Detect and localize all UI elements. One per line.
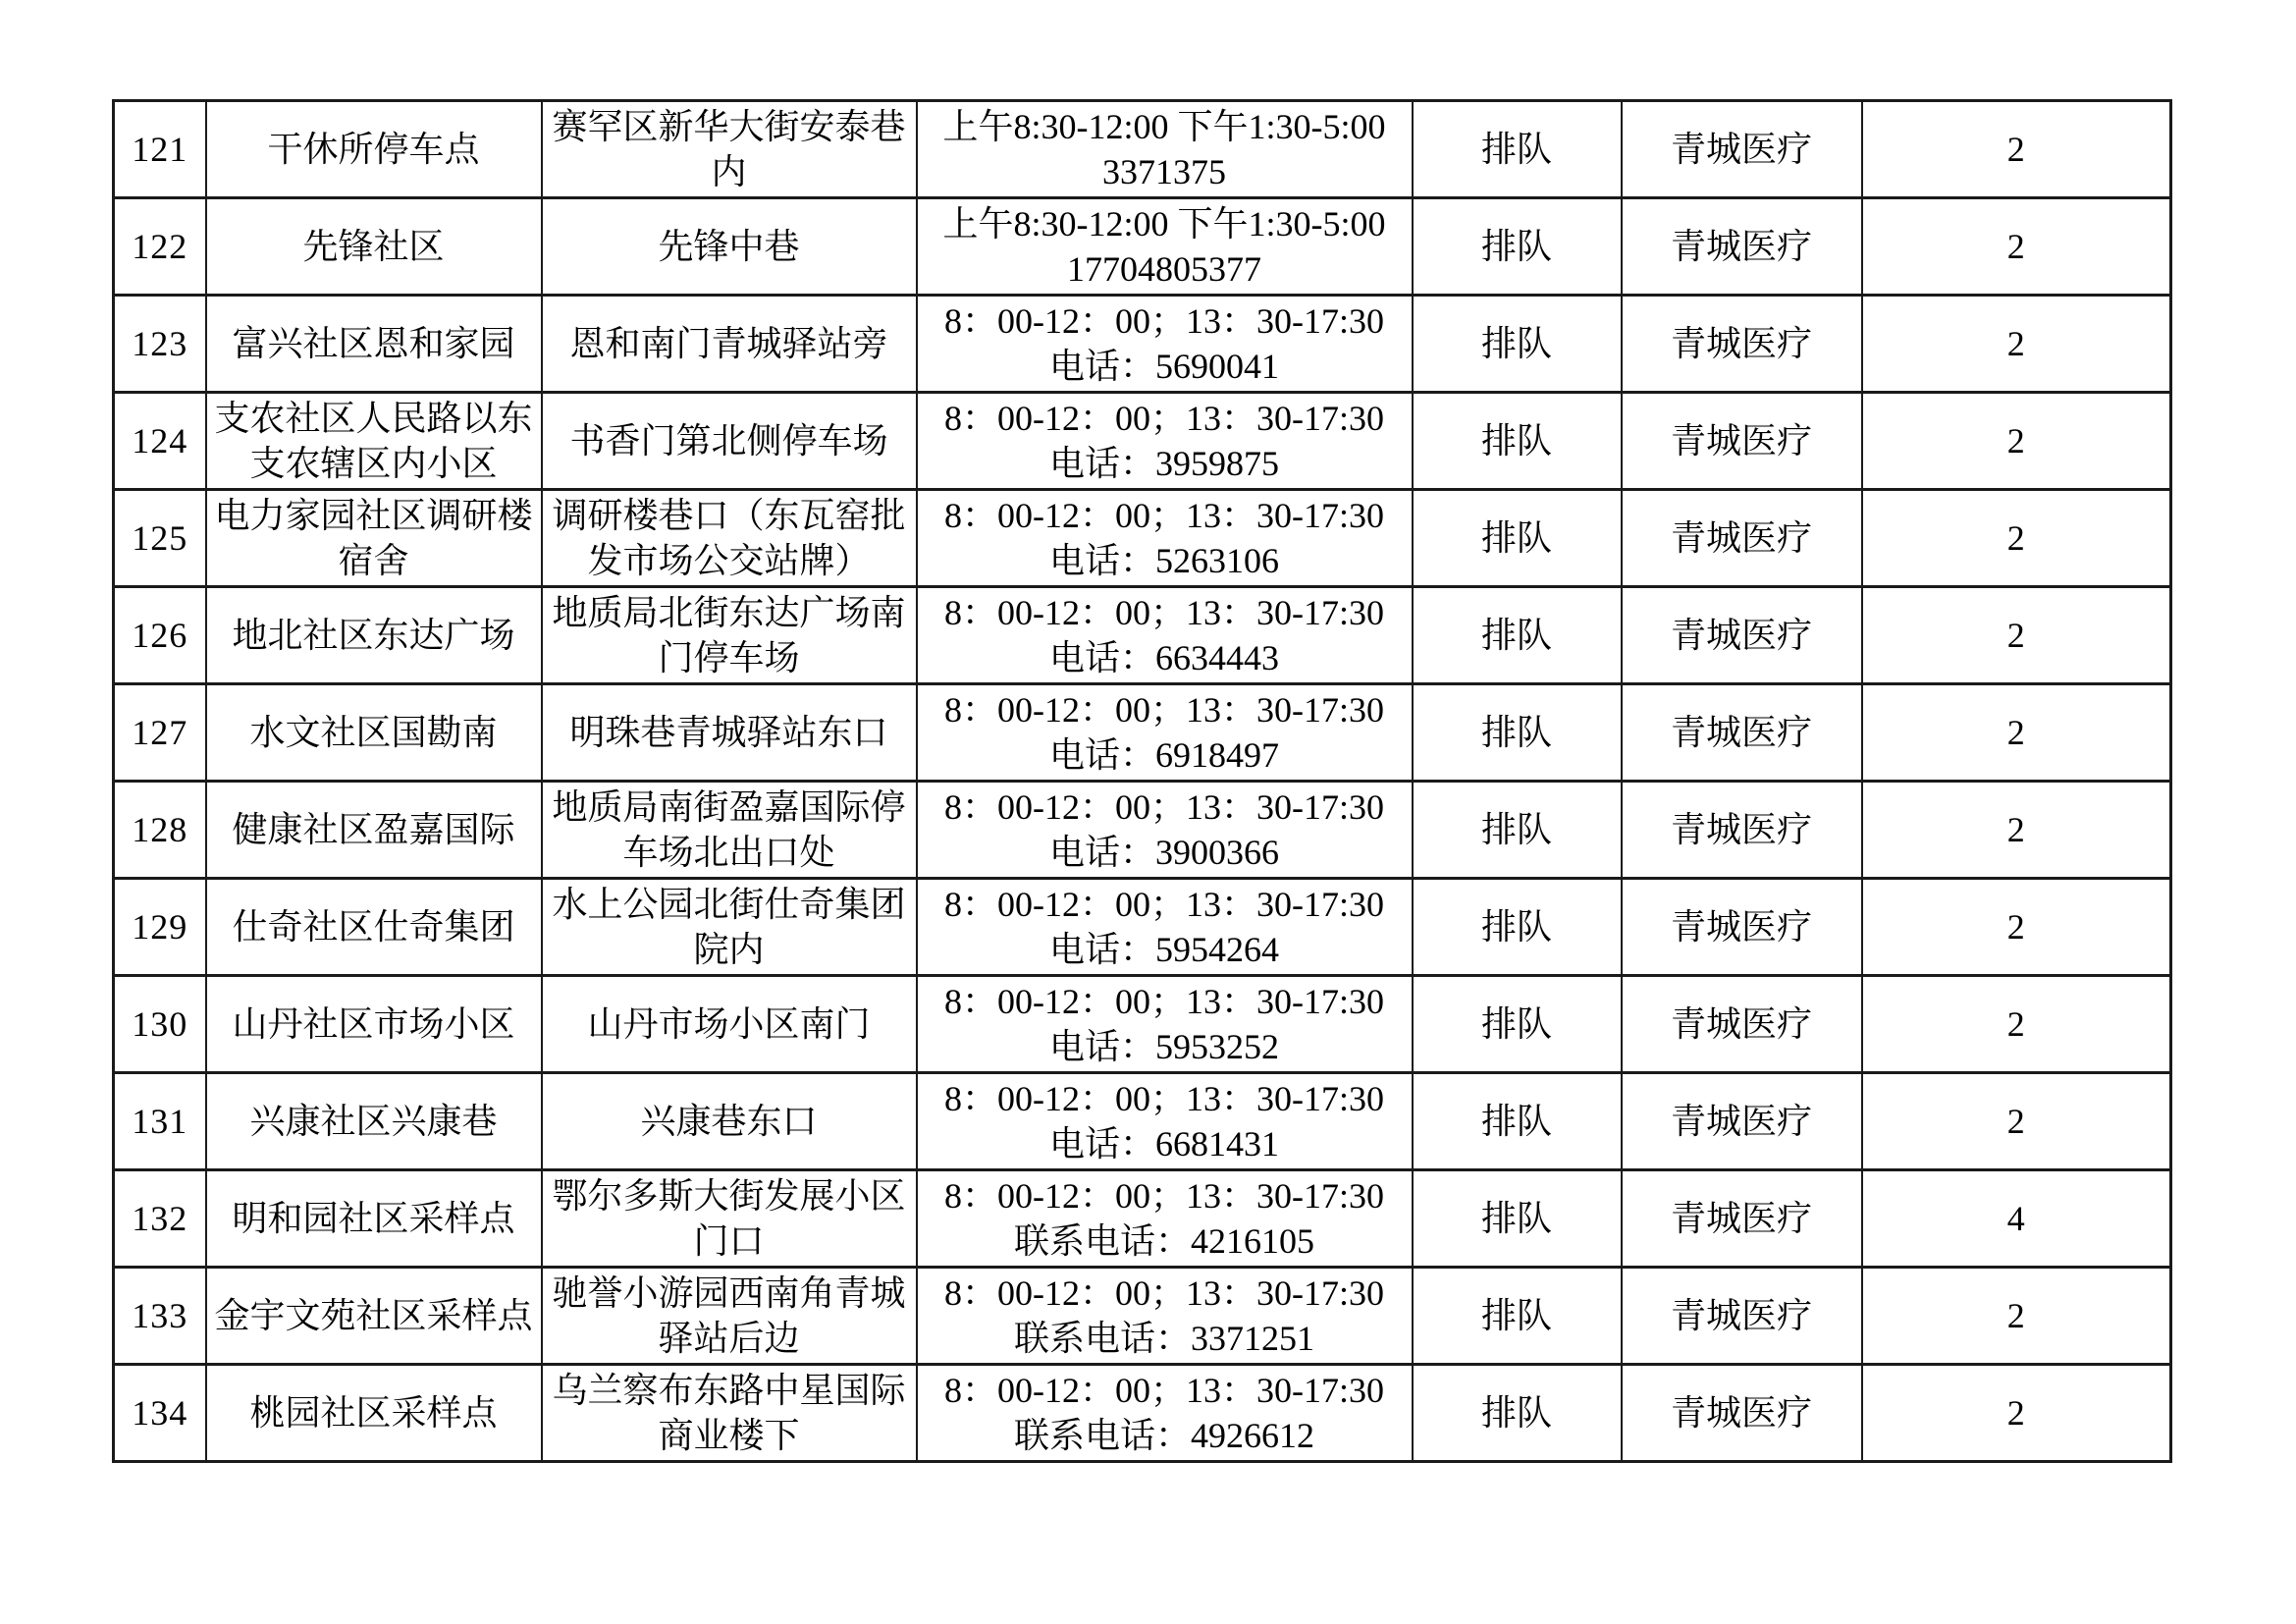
phone-text: 电话：6681431 (1048, 1124, 1279, 1164)
queue-mode-cell: 排队 (1413, 1073, 1622, 1170)
table-row (114, 101, 2171, 198)
table-row (114, 684, 2171, 782)
table-row (114, 1268, 2171, 1365)
site-name-cell: 兴康社区兴康巷 (206, 1073, 542, 1170)
row-number-cell: 126 (114, 587, 206, 684)
hours-phone-cell (917, 587, 1413, 684)
hours-text: 8：00-12：00；13：30-17:30 (944, 399, 1384, 438)
hours-text: 8：00-12：00；13：30-17:30 (944, 982, 1384, 1021)
hours-phone-cell (917, 393, 1413, 490)
staff-count-cell: 2 (1862, 782, 2171, 879)
queue-mode-cell: 排队 (1413, 490, 1622, 587)
site-address-cell: 水上公园北街仕奇集团院内 (542, 879, 917, 976)
table-row (114, 296, 2171, 393)
phone-text: 联系电话：4216105 (1013, 1221, 1314, 1261)
hours-text: 8：00-12：00；13：30-17:30 (944, 496, 1384, 535)
hours-phone-cell (917, 1365, 1413, 1462)
phone-text: 电话：5953252 (1048, 1027, 1279, 1066)
site-address-cell: 地质局北街东达广场南门停车场 (542, 587, 917, 684)
site-address-cell: 赛罕区新华大街安泰巷内 (542, 101, 917, 198)
row-number-cell: 129 (114, 879, 206, 976)
site-name-cell: 金宇文苑社区采样点 (206, 1268, 542, 1365)
queue-mode-cell: 排队 (1413, 393, 1622, 490)
agency-cell: 青城医疗 (1622, 490, 1862, 587)
staff-count-cell: 2 (1862, 101, 2171, 198)
hours-text: 8：00-12：00；13：30-17:30 (944, 593, 1384, 632)
phone-text: 联系电话：4926612 (1013, 1416, 1314, 1455)
staff-count-cell: 2 (1862, 587, 2171, 684)
staff-count-cell: 2 (1862, 198, 2171, 296)
agency-cell: 青城医疗 (1622, 1073, 1862, 1170)
site-address-cell: 山丹市场小区南门 (542, 976, 917, 1073)
table-row (114, 1073, 2171, 1170)
site-name-cell: 水文社区国勘南 (206, 684, 542, 782)
row-number-cell: 125 (114, 490, 206, 587)
queue-mode-cell: 排队 (1413, 587, 1622, 684)
hours-phone-cell (917, 101, 1413, 198)
site-address-cell: 先锋中巷 (542, 198, 917, 296)
site-address-cell: 恩和南门青城驿站旁 (542, 296, 917, 393)
hours-phone-cell (917, 490, 1413, 587)
table-row (114, 1365, 2171, 1462)
table-row (114, 198, 2171, 296)
hours-phone-cell (917, 976, 1413, 1073)
agency-cell: 青城医疗 (1622, 976, 1862, 1073)
agency-cell: 青城医疗 (1622, 1268, 1862, 1365)
row-number-cell: 122 (114, 198, 206, 296)
row-number-cell: 132 (114, 1170, 206, 1268)
staff-count-cell: 2 (1862, 1073, 2171, 1170)
site-address-cell: 乌兰察布东路中星国际商业楼下 (542, 1365, 917, 1462)
site-address-cell: 书香门第北侧停车场 (542, 393, 917, 490)
agency-cell: 青城医疗 (1622, 782, 1862, 879)
queue-mode-cell: 排队 (1413, 198, 1622, 296)
hours-phone-cell (917, 879, 1413, 976)
row-number-cell: 123 (114, 296, 206, 393)
table-row (114, 393, 2171, 490)
phone-text: 17704805377 (1067, 249, 1261, 289)
site-name-cell: 桃园社区采样点 (206, 1365, 542, 1462)
row-number-cell: 134 (114, 1365, 206, 1462)
phone-text: 电话：5690041 (1048, 347, 1279, 386)
agency-cell: 青城医疗 (1622, 101, 1862, 198)
table-row (114, 976, 2171, 1073)
agency-cell: 青城医疗 (1622, 1365, 1862, 1462)
row-number-cell: 133 (114, 1268, 206, 1365)
hours-text: 8：00-12：00；13：30-17:30 (944, 301, 1384, 341)
hours-phone-cell (917, 1170, 1413, 1268)
hours-text: 8：00-12：00；13：30-17:30 (944, 690, 1384, 730)
staff-count-cell: 2 (1862, 684, 2171, 782)
site-address-cell: 地质局南街盈嘉国际停车场北出口处 (542, 782, 917, 879)
site-name-cell: 先锋社区 (206, 198, 542, 296)
phone-text: 电话：3959875 (1048, 444, 1279, 483)
site-address-cell: 兴康巷东口 (542, 1073, 917, 1170)
staff-count-cell: 2 (1862, 879, 2171, 976)
phone-text: 3371375 (1102, 152, 1226, 191)
table-row (114, 587, 2171, 684)
hours-phone-cell (917, 684, 1413, 782)
queue-mode-cell: 排队 (1413, 101, 1622, 198)
site-name-cell: 支农社区人民路以东支农辖区内小区 (206, 393, 542, 490)
queue-mode-cell: 排队 (1413, 1170, 1622, 1268)
row-number-cell: 130 (114, 976, 206, 1073)
hours-text: 8：00-12：00；13：30-17:30 (944, 1371, 1384, 1410)
staff-count-cell: 2 (1862, 393, 2171, 490)
hours-phone-cell (917, 1073, 1413, 1170)
document-page (112, 99, 2169, 1456)
staff-count-cell: 4 (1862, 1170, 2171, 1268)
hours-phone-cell (917, 782, 1413, 879)
hours-text: 上午8:30-12:00 下午1:30-5:00 (942, 107, 1386, 146)
agency-cell: 青城医疗 (1622, 296, 1862, 393)
row-number-cell: 127 (114, 684, 206, 782)
sampling-sites-table (112, 99, 2172, 1463)
agency-cell: 青城医疗 (1622, 1170, 1862, 1268)
site-address-cell: 驰誉小游园西南角青城驿站后边 (542, 1268, 917, 1365)
phone-text: 电话：5954264 (1048, 930, 1279, 969)
hours-text: 8：00-12：00；13：30-17:30 (944, 1079, 1384, 1118)
site-name-cell: 山丹社区市场小区 (206, 976, 542, 1073)
site-name-cell: 地北社区东达广场 (206, 587, 542, 684)
row-number-cell: 124 (114, 393, 206, 490)
row-number-cell: 131 (114, 1073, 206, 1170)
table-row (114, 879, 2171, 976)
agency-cell: 青城医疗 (1622, 587, 1862, 684)
table-row (114, 490, 2171, 587)
table-row (114, 782, 2171, 879)
staff-count-cell: 2 (1862, 490, 2171, 587)
site-name-cell: 仕奇社区仕奇集团 (206, 879, 542, 976)
phone-text: 电话：5263106 (1048, 541, 1279, 580)
site-address-cell: 调研楼巷口（东瓦窑批发市场公交站牌） (542, 490, 917, 587)
hours-text: 8：00-12：00；13：30-17:30 (944, 885, 1384, 924)
agency-cell: 青城医疗 (1622, 879, 1862, 976)
phone-text: 电话：6918497 (1048, 735, 1279, 775)
row-number-cell: 128 (114, 782, 206, 879)
staff-count-cell: 2 (1862, 1268, 2171, 1365)
hours-text: 上午8:30-12:00 下午1:30-5:00 (942, 204, 1386, 244)
table-body (114, 101, 2171, 1462)
site-name-cell: 健康社区盈嘉国际 (206, 782, 542, 879)
staff-count-cell: 2 (1862, 296, 2171, 393)
staff-count-cell: 2 (1862, 976, 2171, 1073)
hours-text: 8：00-12：00；13：30-17:30 (944, 1176, 1384, 1216)
queue-mode-cell: 排队 (1413, 296, 1622, 393)
queue-mode-cell: 排队 (1413, 879, 1622, 976)
hours-phone-cell (917, 296, 1413, 393)
site-name-cell: 干休所停车点 (206, 101, 542, 198)
agency-cell: 青城医疗 (1622, 198, 1862, 296)
queue-mode-cell: 排队 (1413, 976, 1622, 1073)
phone-text: 电话：3900366 (1048, 833, 1279, 872)
site-address-cell: 明珠巷青城驿站东口 (542, 684, 917, 782)
queue-mode-cell: 排队 (1413, 684, 1622, 782)
site-name-cell: 富兴社区恩和家园 (206, 296, 542, 393)
agency-cell: 青城医疗 (1622, 393, 1862, 490)
staff-count-cell: 2 (1862, 1365, 2171, 1462)
hours-phone-cell (917, 1268, 1413, 1365)
site-name-cell: 电力家园社区调研楼宿舍 (206, 490, 542, 587)
queue-mode-cell: 排队 (1413, 1365, 1622, 1462)
hours-phone-cell (917, 198, 1413, 296)
phone-text: 联系电话：3371251 (1013, 1319, 1314, 1358)
hours-text: 8：00-12：00；13：30-17:30 (944, 787, 1384, 827)
phone-text: 电话：6634443 (1048, 638, 1279, 677)
agency-cell: 青城医疗 (1622, 684, 1862, 782)
queue-mode-cell: 排队 (1413, 1268, 1622, 1365)
row-number-cell: 121 (114, 101, 206, 198)
hours-text: 8：00-12：00；13：30-17:30 (944, 1273, 1384, 1313)
table-row (114, 1170, 2171, 1268)
queue-mode-cell: 排队 (1413, 782, 1622, 879)
site-address-cell: 鄂尔多斯大街发展小区门口 (542, 1170, 917, 1268)
site-name-cell: 明和园社区采样点 (206, 1170, 542, 1268)
